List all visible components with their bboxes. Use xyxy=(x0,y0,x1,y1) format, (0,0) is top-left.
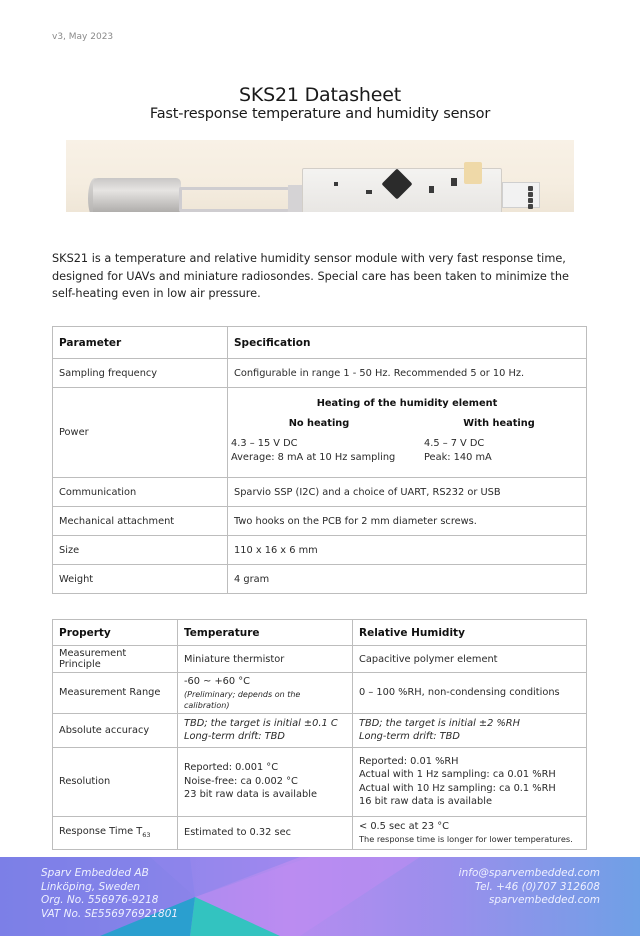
footer-contact-info xyxy=(459,867,600,908)
humidity-cell: 0 – 100 %RH, non-condensing conditions xyxy=(353,673,587,714)
company-org-number: Org. No. 556976-9218 xyxy=(41,894,159,906)
specification-table xyxy=(52,326,587,594)
cell-line: Reported: 0.001 °C xyxy=(184,762,279,774)
sensor-pad xyxy=(528,204,533,209)
sensor-component xyxy=(451,178,457,186)
sensor-component xyxy=(366,190,372,194)
power-with-heating xyxy=(424,418,564,465)
sensor-component xyxy=(334,182,338,186)
column-header: Parameter xyxy=(53,327,228,359)
property-label: Response Time T xyxy=(59,826,143,838)
temperature-cell xyxy=(178,747,353,816)
sensor-connector xyxy=(464,162,482,184)
param-cell: Sampling frequency xyxy=(53,359,228,388)
sensor-pad xyxy=(528,198,533,203)
cell-line: Actual with 10 Hz sampling: ca 0.1 %RH xyxy=(359,782,556,794)
table-row xyxy=(53,359,587,388)
property-cell: Measurement Principle xyxy=(53,646,178,673)
temperature-cell: Miniature thermistor xyxy=(178,646,353,673)
sensor-pad xyxy=(528,186,533,191)
value-cell: Configurable in range 1 - 50 Hz. Recommended 5 or 10 Hz. xyxy=(228,359,587,388)
power-line: 4.3 – 15 V DC xyxy=(231,438,298,449)
power-values xyxy=(231,437,407,465)
table-header-row xyxy=(53,327,587,359)
power-line: 4.5 – 7 V DC xyxy=(424,438,485,449)
humidity-cell xyxy=(353,816,587,849)
property-cell xyxy=(53,816,178,849)
table-row xyxy=(53,565,587,594)
table-row xyxy=(53,713,587,747)
table-row xyxy=(53,536,587,565)
cell-line: 16 bit raw data is available xyxy=(359,796,492,807)
table-row xyxy=(53,478,587,507)
cell-line: Reported: 0.01 %RH xyxy=(359,755,459,767)
page-title: SKS21 Datasheet xyxy=(239,84,401,106)
website-link[interactable]: sparvembedded.com xyxy=(488,894,600,906)
temperature-cell xyxy=(178,673,353,714)
cell-line: Long-term drift: TBD xyxy=(184,731,285,742)
cell-note: (Preliminary; depends on the calibration) xyxy=(184,689,301,710)
cell-line: Noise-free: ca 0.002 °C xyxy=(184,775,298,787)
sensor-tab xyxy=(502,182,540,208)
cell-line: TBD; the target is initial ±2 %RH xyxy=(359,717,520,729)
column-header: Property xyxy=(53,620,178,646)
version-label: v3, May 2023 xyxy=(52,32,114,42)
sensor-pad xyxy=(528,192,533,197)
company-vat-number: VAT No. SE556976921801 xyxy=(41,907,179,920)
contact-phone: Tel. +46 (0)707 312608 xyxy=(474,880,600,893)
humidity-cell xyxy=(353,713,587,747)
power-subheading: No heating xyxy=(288,418,350,429)
column-header: Temperature xyxy=(178,620,353,646)
table-row xyxy=(53,507,587,536)
property-cell: Absolute accuracy xyxy=(53,713,178,747)
sensor-photo xyxy=(66,140,574,212)
temperature-cell xyxy=(178,713,353,747)
param-cell: Mechanical attachment xyxy=(53,507,228,536)
page-subtitle: Fast-response temperature and humidity sensor xyxy=(149,106,491,122)
power-value-cell xyxy=(228,388,587,478)
property-subscript: 63 xyxy=(142,830,151,839)
power-line: Average: 8 mA at 10 Hz sampling xyxy=(231,452,396,463)
table-row-power xyxy=(53,388,587,478)
property-cell: Measurement Range xyxy=(53,673,178,714)
cell-line: TBD; the target is initial ±0.1 C xyxy=(184,717,338,729)
column-header: Relative Humidity xyxy=(353,620,587,646)
property-cell: Resolution xyxy=(53,747,178,816)
property-table xyxy=(52,619,587,850)
table-row xyxy=(53,673,587,714)
cell-line: Long-term drift: TBD xyxy=(359,731,460,742)
table-row xyxy=(53,816,587,849)
humidity-cell: Capacitive polymer element xyxy=(353,646,587,673)
power-heading: Heating of the humidity element xyxy=(316,398,498,409)
cell-line: 23 bit raw data is available xyxy=(184,789,317,801)
param-cell: Communication xyxy=(53,478,228,507)
cell-note: The response time is longer for lower temperatures. xyxy=(359,834,573,845)
contact-email-link[interactable]: info@sparvembedded.com xyxy=(458,867,600,879)
value-cell: 110 x 16 x 6 mm xyxy=(228,536,587,565)
cell-line: Actual with 1 Hz sampling: ca 0.01 %RH xyxy=(359,769,556,780)
value-cell: Two hooks on the PCB for 2 mm diameter screws. xyxy=(228,507,587,536)
power-line: Peak: 140 mA xyxy=(424,452,492,463)
power-subheading: With heating xyxy=(463,418,535,429)
table-row xyxy=(53,747,587,816)
sensor-fork xyxy=(179,187,289,212)
cell-line: < 0.5 sec at 23 °C xyxy=(359,820,449,832)
param-cell: Power xyxy=(53,388,228,478)
sensor-can xyxy=(93,178,181,212)
footer xyxy=(0,857,640,936)
param-cell: Size xyxy=(53,536,228,565)
table-header-row xyxy=(53,620,587,646)
company-location: Linköping, Sweden xyxy=(41,880,140,893)
intro-paragraph: SKS21 is a temperature and relative humidity sensor module with very fast response time, designed for UAVs and miniature radiosondes. Special care has been taken to minimize the self-heating even in low air pressure. xyxy=(52,252,569,300)
humidity-cell xyxy=(353,747,587,816)
footer-company-info xyxy=(41,867,178,921)
table-row xyxy=(53,646,587,673)
power-values xyxy=(424,437,564,465)
company-name: Sparv Embedded AB xyxy=(41,867,149,879)
power-no-heating xyxy=(231,418,407,465)
sensor-component xyxy=(429,186,434,193)
value-cell: Sparvio SSP (I2C) and a choice of UART, RS232 or USB xyxy=(228,478,587,507)
param-cell: Weight xyxy=(53,565,228,594)
column-header: Specification xyxy=(228,327,587,359)
value-cell: 4 gram xyxy=(228,565,587,594)
temperature-cell: Estimated to 0.32 sec xyxy=(178,816,353,849)
cell-line: -60 ~ +60 °C xyxy=(184,676,250,687)
